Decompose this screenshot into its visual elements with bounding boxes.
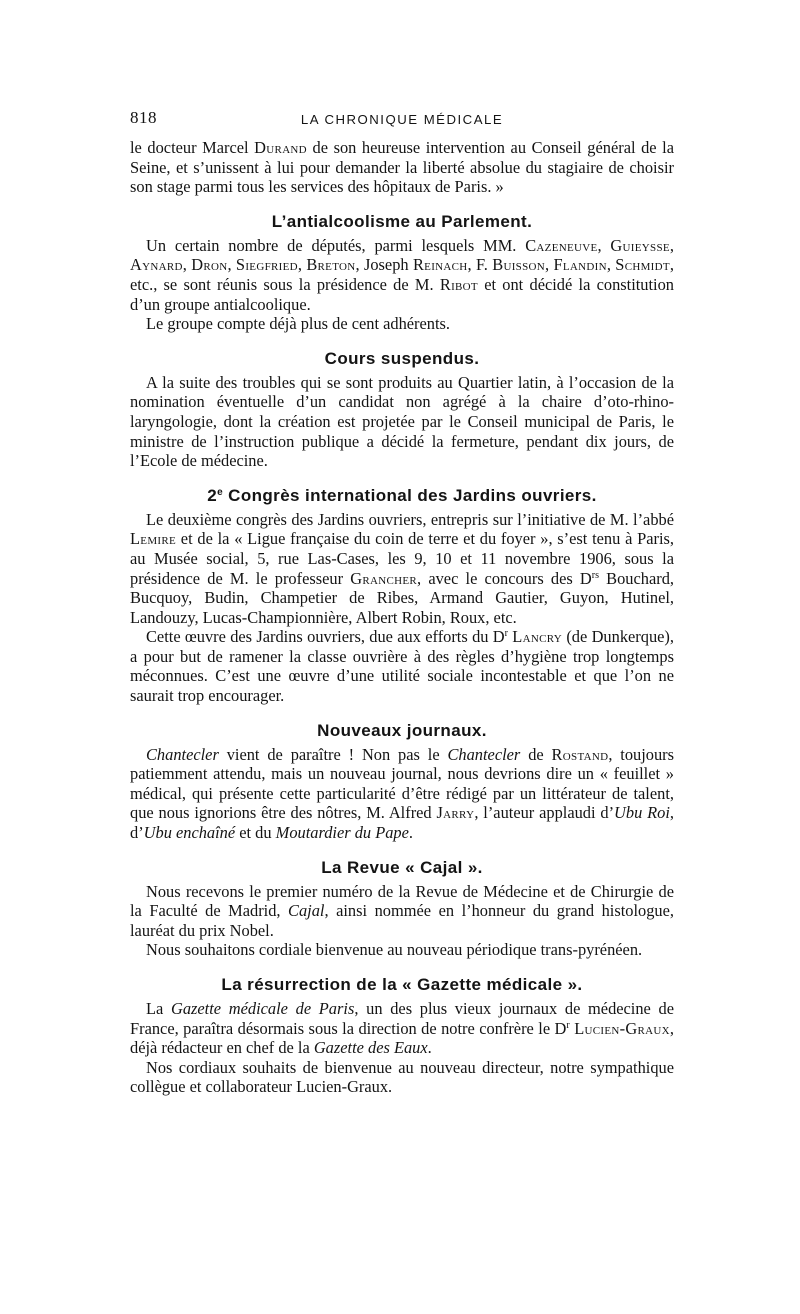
heading-antialcoolisme: L’antialcoolisme au Parlement. xyxy=(271,211,533,231)
heading-cajal: La Revue « Cajal ». xyxy=(321,857,483,877)
gazette-paragraph: La Gazette médicale de Paris, un des plus vieux journaux de médecine de France, paraîtra désormais sous la direction de notre confrère le $D^r$ Lucien-Graux, déjà rédacteur en chef de la Gazette des Eaux. xyxy=(130,999,675,1058)
heading-congres: 2e Congrès international des Jardins ouvriers. xyxy=(207,485,597,505)
heading-cours: Cours suspendus. xyxy=(324,348,480,368)
cajal-paragraph-2: Nous souhaitons cordiale bienvenue au nouveau périodique trans-pyrénéen. xyxy=(146,940,643,960)
congres-paragraph-2: Cette œuvre des Jardins ouvriers, due aux efforts du $D^r$ Lancry (de Dunkerque), a pour but de ramener la classe ouvrière à des règles d’hygiène trop longtemps méconnues. C’est une œuvre d’une utilité sociale incontestable et que l’on ne saurait trop encourager. xyxy=(130,627,674,706)
journaux-paragraph: Chantecler vient de paraître ! Non pas le Chantecler de Rostand, toujours patiemment attendu, mais un nouveau journal, nous devrions dire un « feuillet » médical, qui présente cette particularité d’être rédigé par un littérateur de talent, que nous ignorions être des nôtres, M. Alfred Jarry, l’auteur applaudi d’Ubu Roi, d’Ubu enchaîné et du Moutardier du Pape. xyxy=(130,744,675,843)
author-name: Durand xyxy=(254,138,307,157)
cajal-paragraph: Nous recevons le premier numéro de la Revue de Médecine et de Chirurgie de la Faculté de Madrid, Cajal, ainsi nommée en l’honneur du grand histologue, lauréat du prix Nobel. xyxy=(130,881,674,940)
heading-gazette: La résurrection de la « Gazette médicale ». xyxy=(221,975,583,994)
congres-paragraph: Le deuxième congrès des Jardins ouvriers, entrepris sur l’initiative de M. l’abbé Lemire et de la « Ligue française du coin de terre et du foyer », s’est tenu à Paris, au Musée social, 5, rue Las-Cases, les 9, 10 et 11 novembre 1906, sous la présidence de M. le professeur Grancher, avec le concours des $D^{rs}$ Bouchard, Bucquoy, Budin, Champetier de Ribes, Armand Gautier, Guyon, Hutinel, Landouzy, Lucas-Championnière, Albert Robin, Roux, etc. xyxy=(130,509,675,627)
antialcoolisme-paragraph-2: Le groupe compte déjà plus de cent adhérents. xyxy=(146,314,451,334)
intro-paragraph: le docteur Marcel Durand de son heureuse intervention au Conseil général de la Seine, et s’unissent à lui pour demander la liberté absolue du stagiaire de choisir son stage parmi tous les services des hôpitaux de Paris. » xyxy=(130,138,674,197)
antialcoolisme-paragraph: Un certain nombre de députés, parmi lesquels MM. Cazeneuve, Guieysse, Aynard, Dron, Siegfried, Breton, Joseph Reinach, F. Buisson, Flandin, Schmidt, etc., se sont réunis sous la présidence de M. Ribot et ont décidé la constitution d’un groupe antialcoolique. xyxy=(130,235,675,314)
gazette-paragraph-2: Nos cordiaux souhaits de bienvenue au nouveau directeur, notre sympathique collègue et collaborateur Lucien-Graux. xyxy=(130,1057,674,1097)
running-title: LA CHRONIQUE MÉDICALE xyxy=(300,112,504,127)
heading-journaux: Nouveaux journaux. xyxy=(317,720,487,740)
page-header xyxy=(130,108,674,128)
document-page xyxy=(130,108,674,1097)
cours-paragraph: A la suite des troubles qui se sont produits au Quartier latin, à l’occasion de la nomination éventuelle d’un candidat non agrégé à la chaire d’oto-rhino-laryngologie, dont la création est projetée par le Conseil municipal de Paris, le ministre de l’instruction publique a décidé la fermeture, pendant dix jours, de l’Ecole de médecine. xyxy=(130,372,674,471)
page-number: 818 xyxy=(130,108,157,127)
